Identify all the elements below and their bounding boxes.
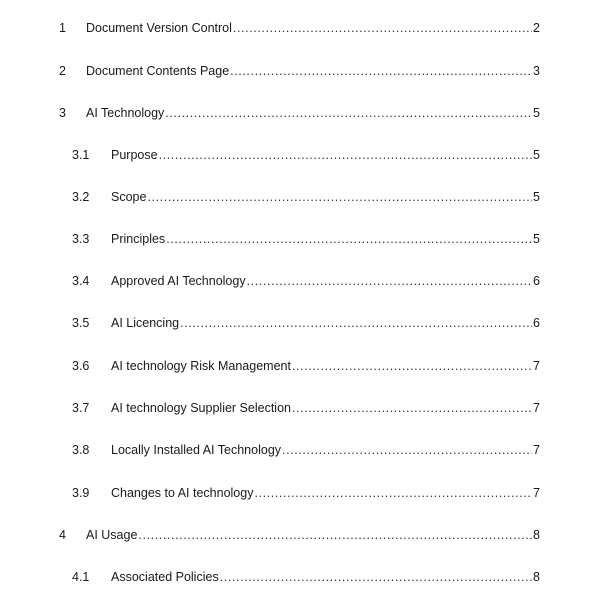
toc-entry-3-9[interactable]: [0, 483, 600, 503]
toc-number: 3.1: [72, 148, 90, 162]
toc-title[interactable]: Principles: [111, 229, 166, 249]
toc-number: 1: [59, 21, 66, 35]
toc-number: 3.8: [72, 443, 90, 457]
toc-number: 4: [59, 528, 66, 542]
toc-entry-3-6[interactable]: [0, 356, 600, 376]
toc-page-number[interactable]: 6: [533, 274, 540, 288]
toc-page-number[interactable]: 2: [533, 21, 540, 35]
toc-page-number[interactable]: 6: [533, 316, 540, 330]
toc-page-number[interactable]: 7: [533, 486, 540, 500]
toc-title[interactable]: Purpose: [111, 145, 159, 165]
toc-number: 3.4: [72, 274, 90, 288]
toc-entry-4[interactable]: [0, 525, 600, 545]
toc-title[interactable]: Changes to AI technology: [111, 483, 254, 503]
toc-entry-3-3[interactable]: [0, 229, 600, 249]
toc-title[interactable]: AI Usage: [86, 525, 138, 545]
toc-page-number[interactable]: 7: [533, 443, 540, 457]
toc-number: 3.2: [72, 190, 90, 204]
toc-entry-4-1[interactable]: [0, 567, 600, 587]
toc-title[interactable]: Document Contents Page: [86, 61, 230, 81]
toc-entry-3-5[interactable]: [0, 313, 600, 333]
toc-page-number[interactable]: 5: [533, 190, 540, 204]
dot-leader: [166, 229, 532, 249]
toc-entry-3-4[interactable]: [0, 271, 600, 291]
toc-page-number[interactable]: 7: [533, 359, 540, 373]
dot-leader: [254, 483, 532, 503]
toc-number: 3.6: [72, 359, 90, 373]
toc-title[interactable]: Document Version Control: [86, 18, 233, 38]
toc-entry-3-2[interactable]: [0, 187, 600, 207]
toc-entry-3[interactable]: [0, 103, 600, 123]
toc-entry-3-7[interactable]: [0, 398, 600, 418]
dot-leader: [233, 18, 532, 38]
toc-title[interactable]: AI technology Risk Management: [111, 356, 292, 376]
toc-page-number[interactable]: 8: [533, 528, 540, 542]
toc-title[interactable]: AI Licencing: [111, 313, 180, 333]
toc-number: 3.3: [72, 232, 90, 246]
toc-page-number[interactable]: 5: [533, 232, 540, 246]
toc-page-number[interactable]: 8: [533, 570, 540, 584]
toc-number: 3: [59, 106, 66, 120]
toc-number: 3.5: [72, 316, 90, 330]
dot-leader: [292, 356, 532, 376]
dot-leader: [138, 525, 532, 545]
dot-leader: [159, 145, 532, 165]
toc-title[interactable]: Approved AI Technology: [111, 271, 247, 291]
toc-entry-1[interactable]: [0, 18, 600, 38]
toc-title[interactable]: Scope: [111, 187, 147, 207]
toc-number: 4.1: [72, 570, 90, 584]
dot-leader: [220, 567, 532, 587]
dot-leader: [180, 313, 532, 333]
dot-leader: [165, 103, 532, 123]
toc-title[interactable]: Locally Installed AI Technology: [111, 440, 282, 460]
toc-number: 2: [59, 64, 66, 78]
toc-entry-3-1[interactable]: [0, 145, 600, 165]
toc-page-number[interactable]: 5: [533, 106, 540, 120]
dot-leader: [282, 440, 532, 460]
toc-page-number[interactable]: 7: [533, 401, 540, 415]
toc-title[interactable]: AI Technology: [86, 103, 165, 123]
dot-leader: [247, 271, 532, 291]
toc-page-number[interactable]: 5: [533, 148, 540, 162]
toc-entry-2[interactable]: [0, 61, 600, 81]
toc-entry-3-8[interactable]: [0, 440, 600, 460]
dot-leader: [292, 398, 532, 418]
toc-title[interactable]: Associated Policies: [111, 567, 220, 587]
toc-title[interactable]: AI technology Supplier Selection: [111, 398, 292, 418]
toc-number: 3.7: [72, 401, 90, 415]
dot-leader: [147, 187, 532, 207]
toc-number: 3.9: [72, 486, 90, 500]
toc-page-number[interactable]: 3: [533, 64, 540, 78]
dot-leader: [230, 61, 532, 81]
